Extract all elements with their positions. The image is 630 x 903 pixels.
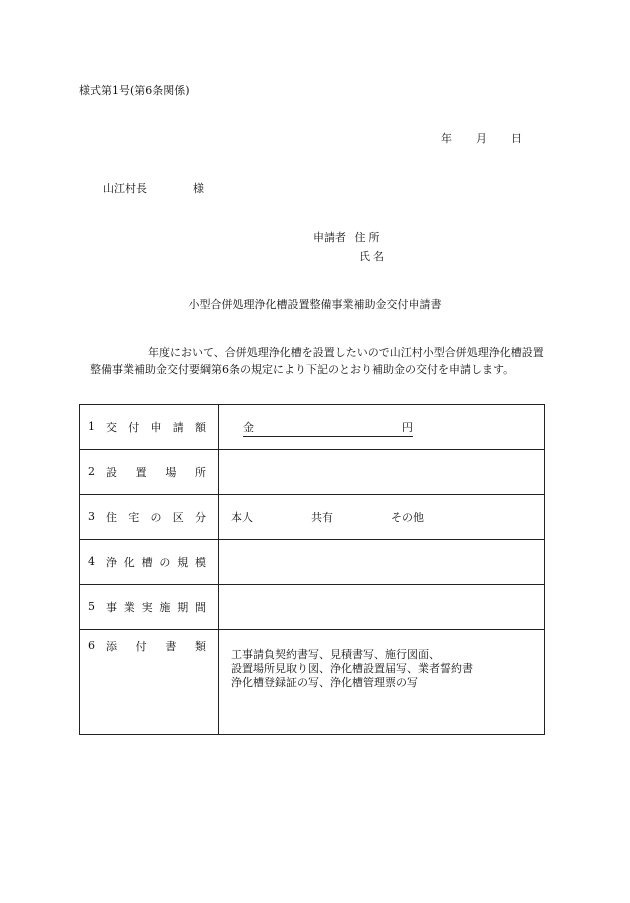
- form-number: 様式第1号(第6条関係): [79, 84, 190, 97]
- attachments-field: [219, 630, 545, 735]
- address-label-1: 住: [354, 231, 366, 244]
- name-label-1: 氏: [359, 250, 370, 263]
- row-number: 4: [88, 555, 95, 568]
- row-label-location: [80, 450, 219, 495]
- year-label: 年: [441, 132, 452, 145]
- addressee: [103, 180, 204, 196]
- amount-field[interactable]: [219, 405, 545, 450]
- table-row: [80, 540, 545, 585]
- day-label: 日: [511, 132, 522, 145]
- row-label-text: 設 置 場 所: [106, 466, 206, 479]
- attachment-line: 工事請負契約書写、見積書写、施行図面、: [231, 648, 440, 661]
- row-label-attachments: [80, 630, 219, 735]
- row-label-housing: [80, 495, 219, 540]
- table-row: [80, 495, 545, 540]
- amount-line: [243, 419, 413, 435]
- row-number: 6: [88, 639, 95, 652]
- location-field[interactable]: [219, 450, 545, 495]
- housing-field: [219, 495, 545, 540]
- row-number: 5: [88, 600, 95, 613]
- applicant-label: 申請者: [313, 231, 346, 244]
- attachment-line: 設置場所見取り図、浄化槽設置届写、業者誓約書: [231, 662, 473, 675]
- date-line: [441, 130, 522, 146]
- row-label-text: 住 宅 の 区 分: [106, 511, 206, 524]
- row-label-text: 浄 化 槽 の 規 模: [106, 556, 206, 569]
- row-number: 1: [88, 420, 95, 433]
- address-label-2: 所: [368, 231, 380, 244]
- applicant-name-row: [313, 247, 384, 266]
- table-row: [80, 405, 545, 450]
- document-title: 小型合併処理浄化槽設置整備事業補助金交付申請書: [188, 298, 442, 311]
- body-paragraph: 年度において、合併処理浄化槽を設置したいので山江村小型合併処理浄化槽設置整備事業補助金交付要綱第6条の規定により下記のとおり補助金の交付を申請します。: [90, 346, 544, 376]
- applicant-address-row: [313, 228, 384, 247]
- attachment-line: 浄化槽登録証の写、浄化槽管理票の写: [231, 676, 418, 689]
- addressee-name: 山江村長: [103, 182, 147, 195]
- row-label-period: [80, 585, 219, 630]
- table-row: [80, 585, 545, 630]
- row-label-scale: [80, 540, 219, 585]
- housing-option-shared[interactable]: 共有: [311, 511, 333, 524]
- table-row: [80, 450, 545, 495]
- row-label-text: 交 付 申 請 額: [106, 421, 206, 434]
- row-label-text: 添 付 書 類: [106, 640, 206, 653]
- row-label-text: 事 業 実 施 期 間: [106, 601, 206, 614]
- scale-field[interactable]: [219, 540, 545, 585]
- table-row: [80, 630, 545, 735]
- amount-prefix: 金: [243, 421, 254, 434]
- housing-option-self[interactable]: 本人: [231, 511, 253, 524]
- month-label: 月: [476, 132, 487, 145]
- amount-suffix: 円: [402, 421, 413, 434]
- row-number: 3: [88, 510, 95, 523]
- application-table: [79, 404, 545, 735]
- period-field[interactable]: [219, 585, 545, 630]
- row-number: 2: [88, 465, 95, 478]
- addressee-honorific: 様: [193, 182, 204, 195]
- row-label-amount: [80, 405, 219, 450]
- housing-option-other[interactable]: その他: [391, 511, 424, 524]
- applicant-block: [313, 228, 384, 266]
- name-label-2: 名: [373, 250, 384, 263]
